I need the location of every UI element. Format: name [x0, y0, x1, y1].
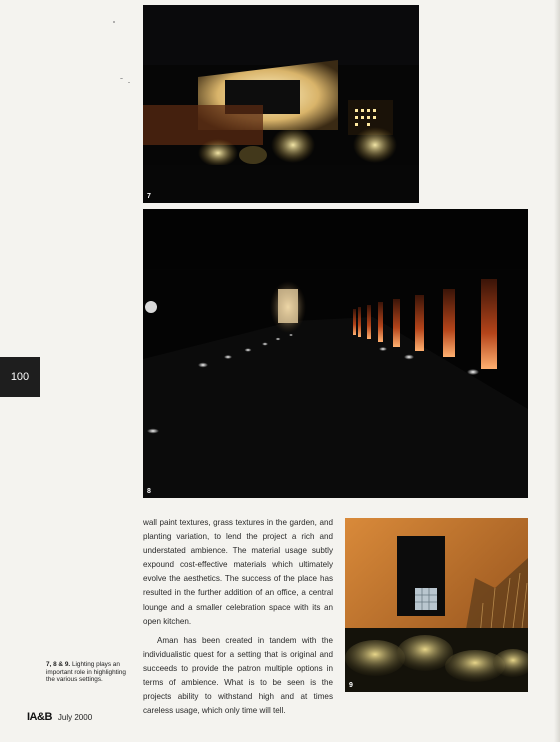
- photo-7: [143, 5, 419, 203]
- scan-speck: [128, 82, 130, 83]
- caption-text: Lighting plays an important role in highlighting the various settings.: [46, 661, 126, 684]
- article-paragraph-1: wall paint textures, grass textures in the garden, and planting variation, to lend the project a rich and understated ambience. The material usage subtly expound cost-effective materials which ultimately evolve the aesthetics. The success of the place has resulted in the further addition of an office, a central lounge and a smaller celebration space with its an open kitchen.: [143, 518, 333, 626]
- caption-lead: 7, 8 & 9.: [46, 661, 71, 668]
- photo-7-number: 7: [147, 193, 151, 200]
- issue-date: July 2000: [57, 713, 93, 722]
- scan-speck: [113, 21, 115, 23]
- photo-8: [143, 209, 528, 498]
- photo-9: [345, 518, 528, 692]
- photo-9-number: 9: [349, 682, 353, 689]
- page-number-tab: [0, 357, 40, 397]
- magazine-logo: IA&B: [27, 711, 52, 723]
- article-body: [143, 516, 333, 718]
- photo-7-image: [143, 5, 419, 203]
- photo-caption: [46, 661, 132, 684]
- page-footer: [27, 711, 92, 723]
- article-paragraph-2: Aman has been created in tandem with the individualistic quest for a setting that is original and succeeds to provide the patron multiple options in terms of ambience. What is to be seen is the projects ability to withstand high and at times careless usage, which only time will tell.: [143, 635, 333, 716]
- page-fold-shadow: [554, 0, 560, 742]
- photo-8-number: 8: [147, 488, 151, 495]
- scan-speck: [120, 78, 123, 79]
- page-number: 100: [10, 371, 30, 383]
- photo-8-image: [143, 209, 528, 498]
- photo-9-image: [345, 518, 528, 692]
